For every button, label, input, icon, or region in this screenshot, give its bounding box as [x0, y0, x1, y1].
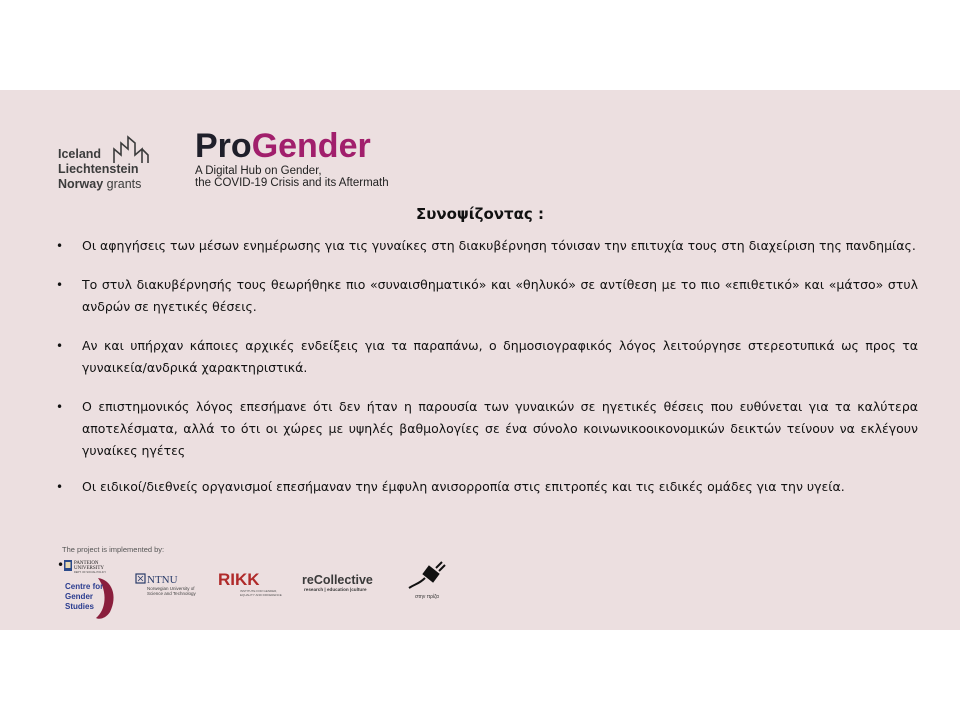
ntnu-sub-1: Norwegian University of [147, 586, 195, 591]
ntnu-logo [135, 572, 215, 602]
plug-icon [405, 560, 451, 602]
bullet-text: Το στυλ διακυβέρνησής τους θεωρήθηκε πιο «συναισθηματικό» και «θηλυκό» σε αντίθεση με το πιο «επιθετικό» και «μάτσο» στυλ ανδρών σε ηγετικές θέσεις. [82, 277, 918, 314]
progender-pro: Pro [195, 127, 252, 165]
rikk-sub-1: INSTITUTE FOR GENDER, [240, 589, 278, 593]
eea-grants-logo [58, 135, 168, 195]
bullet-item [55, 396, 918, 462]
bullet-dot-icon: • [56, 239, 64, 253]
ntnu-mark-icon [135, 572, 215, 602]
grants-word: grants [106, 177, 142, 191]
bullet-text: Ο επιστημονικός λόγος επεσήμανε ότι δεν ήταν η παρουσία των γυναικών σε ηγετικές θέσεις που ευθύνεται για τα καλύτερα αποτελέσματα, αλλά το ότι οι χώρες με υψηλές βαθμολογίες σε ένα σύνολο κοινωνικοοικονομικών δεικτών τείνουν να εκλέγουν γυναίκες ηγέτες [82, 399, 918, 458]
recollective-text: reCollective [302, 573, 373, 587]
bullet-item [55, 335, 918, 379]
plug-caption: στην πρίζα [415, 594, 439, 600]
recollective-mark-icon [302, 572, 398, 596]
bullet-item [55, 476, 918, 498]
centre-line-1: Centre for [65, 582, 104, 591]
empty-bullet-dot-icon: • [57, 558, 65, 572]
bullet-text: Οι ειδικοί/διεθνείς οργανισμοί επεσήμαναν την έμφυλη ανισορροπία στις επιτροπές και τις ειδικές ομάδες για την υγεία. [82, 479, 845, 494]
slide-heading: Συνοψίζοντας : [415, 205, 545, 223]
rikk-sub-2: EQUALITY AND DIFFERENCE [240, 593, 282, 597]
rikk-logo [218, 570, 286, 600]
centre-line-3: Studies [65, 602, 94, 611]
ntnu-text: NTNU [147, 574, 178, 586]
bullet-list [55, 235, 918, 515]
grants-line-norway [58, 177, 141, 192]
bullet-dot-icon: • [56, 278, 64, 292]
grants-mark-icon [112, 135, 152, 165]
bullet-dot-icon: • [56, 480, 64, 494]
bullet-dot-icon: • [56, 400, 64, 414]
progender-title [195, 126, 389, 166]
progender-logo [195, 126, 389, 190]
rikk-text: RIKK [218, 570, 260, 589]
panteion-emblem-icon [62, 558, 122, 622]
bullet-text: Οι αφηγήσεις των μέσων ενημέρωσης για τις γυναίκες στη διακυβέρνηση τόνισαν την επιτυχία τους στη διαχείριση της πανδημίας. [82, 238, 916, 253]
bullet-dot-icon: • [56, 339, 64, 353]
panteion-university: UNIVERSITY [74, 566, 104, 571]
bullet-item [55, 274, 918, 318]
panteion-name: PANTEION [74, 561, 99, 566]
implemented-by-label: The project is implemented by: [62, 545, 165, 554]
ntnu-sub-2: Science and Technology [147, 591, 196, 596]
progender-subtitle-1: A Digital Hub on Gender, [195, 165, 322, 177]
rikk-mark-icon [218, 570, 286, 600]
recollective-logo [302, 572, 398, 596]
progender-subtitle-2: the COVID-19 Crisis and its Aftermath [195, 177, 389, 189]
progender-gender: Gender [251, 127, 371, 165]
grants-norway: Norway [58, 177, 104, 191]
recollective-sub: research | education |culture [304, 587, 367, 592]
bullet-text: Αν και υπήρχαν κάποιες αρχικές ενδείξεις για τα παραπάνω, ο δημοσιογραφικός λόγος λειτούργησε στερεοτυπικά ως προς τα γυναικεία/ανδρικά χαρακτηριστικά. [82, 338, 918, 375]
grants-line-iceland: Iceland [58, 147, 102, 161]
panteion-dept: DEPT. OF SOCIAL POLICY [74, 571, 107, 574]
stin-priza-logo [405, 560, 451, 602]
centre-line-2: Gender [65, 592, 94, 601]
bullet-item [55, 235, 918, 257]
grants-line-liechtenstein: Liechtenstein [58, 162, 139, 176]
slide [0, 90, 960, 630]
panteion-centre-logo [62, 558, 122, 622]
